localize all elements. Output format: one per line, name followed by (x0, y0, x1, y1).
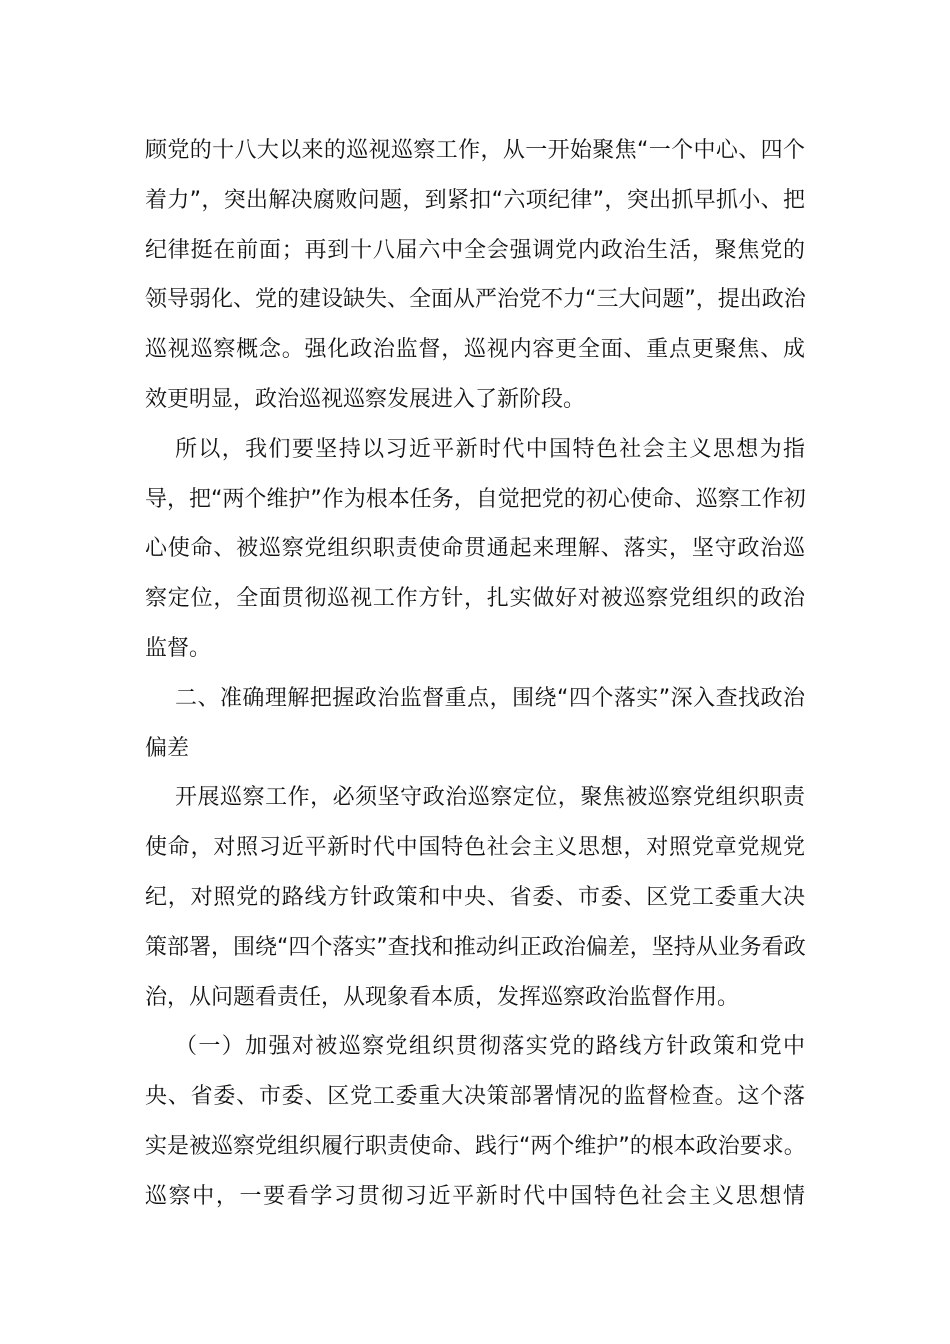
text-line: 治，从问题看责任，从现象看本质，发挥巡察政治监督作用。 (145, 984, 740, 1010)
text-line: 二、准确理解把握政治监督重点，围绕“四个落实”深入查找政治 (175, 685, 805, 711)
text-line: 察定位，全面贯彻巡视工作方针，扎实做好对被巡察党组织的政治 (145, 586, 805, 612)
text-line: 监督。 (145, 636, 212, 661)
text-line: 纪律挺在前面；再到十八届六中全会强调党内政治生活，聚焦党的 (145, 237, 805, 263)
text-line: 开展巡察工作，必须坚守政治巡察定位，聚焦被巡察党组织职责 (175, 785, 805, 811)
text-line: 实是被巡察党组织履行职责使命、践行“两个维护”的根本政治要求。 (145, 1134, 806, 1159)
text-line: 巡视巡察概念。强化政治监督，巡视内容更全面、重点更聚焦、成 (145, 337, 805, 363)
text-line: 所以，我们要坚持以习近平新时代中国特色社会主义思想为指 (175, 436, 805, 462)
text-line: 策部署，围绕“四个落实”查找和推动纠正政治偏差，坚持从业务看政 (145, 934, 806, 960)
text-line: 顾党的十八大以来的巡视巡察工作，从一开始聚焦“一个中心、四个 (145, 138, 805, 163)
text-line: （一）加强对被巡察党组织贯彻落实党的路线方针政策和党中 (175, 1034, 805, 1060)
text-line: 心使命、被巡察党组织职责使命贯通起来理解、落实，坚守政治巡 (145, 536, 805, 562)
text-line: 导，把“两个维护”作为根本任务，自觉把党的初心使命、巡察工作初 (145, 486, 806, 512)
text-line: 使命，对照习近平新时代中国特色社会主义思想，对照党章党规党 (145, 835, 805, 861)
text-line: 效更明显，政治巡视巡察发展进入了新阶段。 (145, 387, 586, 412)
text-line: 央、省委、市委、区党工委重大决策部署情况的监督检查。这个落 (145, 1084, 805, 1110)
text-line: 偏差 (145, 735, 190, 761)
text-line: 领导弱化、党的建设缺失、全面从严治党不力“三大问题”，提出政治 (145, 287, 806, 313)
text-line: 巡察中，一要看学习贯彻习近平新时代中国特色社会主义思想情 (145, 1183, 805, 1209)
text-line: 着力”，突出解决腐败问题，到紧扣“六项纪律”，突出抓早抓小、把 (145, 187, 805, 213)
text-line: 纪，对照党的路线方针政策和中央、省委、市委、区党工委重大决 (145, 885, 805, 910)
